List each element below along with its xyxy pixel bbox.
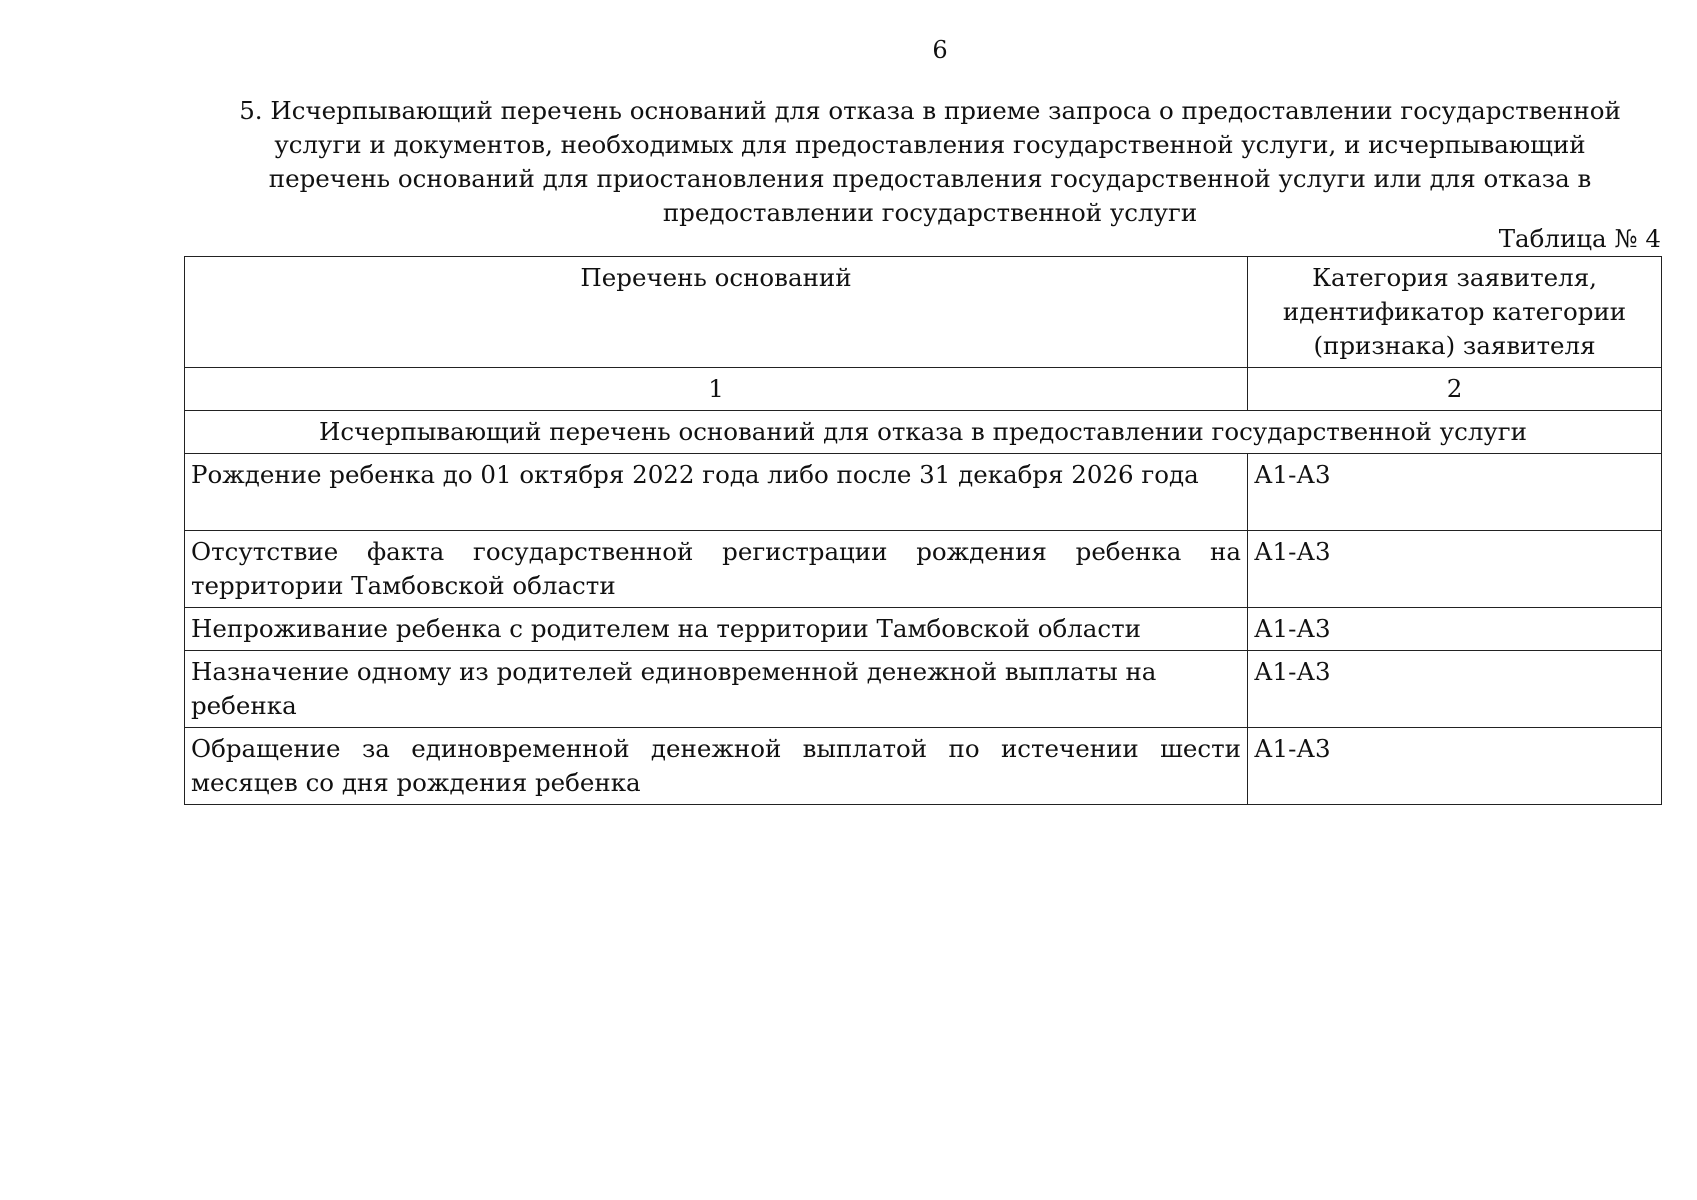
- reason-cell: Рождение ребенка до 01 октября 2022 года либо после 31 декабря 2026 года: [185, 454, 1248, 531]
- table-header: [185, 257, 1662, 368]
- table-row: [185, 454, 1662, 531]
- reason-cell: Непроживание ребенка с родителем на территории Тамбовской области: [185, 608, 1248, 651]
- category-cell: А1-А3: [1248, 454, 1662, 531]
- table-row: [185, 531, 1662, 608]
- header-grounds-list: Перечень оснований: [185, 257, 1248, 368]
- reason-cell: Отсутствие факта государственной регистрации рождения ребенка на территории Тамбовской области: [185, 531, 1248, 608]
- reason-cell: Обращение за единовременной денежной выплатой по истечении шести месяцев со дня рождения ребенка: [185, 728, 1248, 805]
- column-number-1: 1: [185, 368, 1248, 411]
- column-number-row: [185, 368, 1662, 411]
- category-cell: А1-А3: [1248, 531, 1662, 608]
- category-cell: А1-А3: [1248, 608, 1662, 651]
- category-cell: А1-А3: [1248, 651, 1662, 728]
- header-applicant-category: Категория заявителя, идентификатор категории (признака) заявителя: [1248, 257, 1662, 368]
- grounds-table: [184, 256, 1662, 805]
- category-cell: А1-А3: [1248, 728, 1662, 805]
- reason-cell: Назначение одному из родителей единовременной денежной выплаты на ребенка: [185, 651, 1248, 728]
- column-number-2: 2: [1248, 368, 1662, 411]
- table-row: [185, 728, 1662, 805]
- section-heading: Исчерпывающий перечень оснований для отказа в предоставлении государственной услуги: [185, 411, 1662, 454]
- page-number: 6: [932, 36, 948, 64]
- table-caption: Таблица № 4: [1498, 224, 1661, 253]
- header-row: [185, 257, 1662, 368]
- table-row: [185, 608, 1662, 651]
- section-heading-row: [185, 411, 1662, 454]
- table-row: [185, 651, 1662, 728]
- table-body: [185, 368, 1662, 805]
- section-title: 5. Исчерпывающий перечень оснований для отказа в приеме запроса о предоставлении государственной услуги и документов, необходимых для предоставления государственной услуги, и исчерпывающий перечень оснований для приостановления предоставления государственной услуги или для отказа в предоставлении государственной услуги: [239, 96, 1621, 227]
